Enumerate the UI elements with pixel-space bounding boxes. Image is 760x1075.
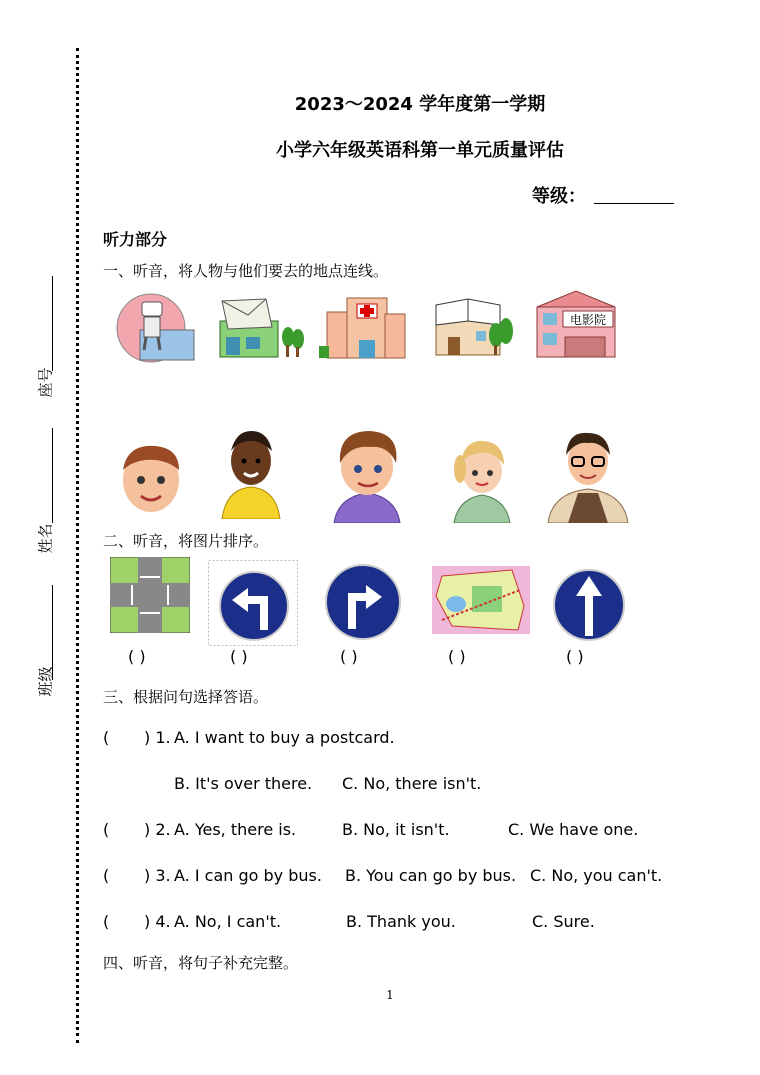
turn-right-sign [324, 563, 402, 641]
answer-blank-2[interactable]: ( ) [230, 647, 248, 666]
q4-number: ) 4. [144, 912, 171, 931]
cinema-image [533, 289, 619, 359]
q3-option-c: C. No, you can't. [530, 866, 663, 885]
q2-number: ) 2. [144, 820, 171, 839]
q4-option-b: B. Thank you. [346, 912, 456, 931]
answer-blank-3[interactable]: ( ) [340, 647, 358, 666]
part1-instruction: 一、听音，将人物与他们要去的地点连线。 [103, 262, 389, 280]
q2-open-paren: ( [103, 820, 110, 839]
answer-blank-1[interactable]: ( ) [128, 647, 146, 666]
grade-label: 等级： [532, 186, 586, 207]
part4-instruction: 四、听音，将句子补充完整。 [103, 954, 299, 972]
robot-image [108, 292, 198, 364]
q4-option-c: C. Sure. [532, 912, 595, 931]
girl-yellow-image [216, 427, 286, 519]
girl-green-image [450, 435, 514, 523]
part3-instruction: 三、根据问句选择答语。 [103, 688, 269, 706]
seat-label: 座号 [36, 367, 55, 398]
cinema-sign: 电影院 [569, 313, 607, 327]
map-image [432, 566, 530, 634]
bookstore-image [432, 295, 514, 357]
class-label: 班级 [36, 666, 55, 697]
q4-option-a: A. No, I can't. [174, 912, 282, 931]
listening-heading: 听力部分 [103, 230, 168, 249]
q2-option-b: B. No, it isn't. [342, 820, 450, 839]
q1-option-a: A. I want to buy a postcard. [174, 728, 395, 747]
page-title: 2023～2024 学年度第一学期 [294, 94, 546, 115]
name-label: 姓名 [36, 523, 55, 554]
crossroad-image [110, 557, 190, 633]
q3-open-paren: ( [103, 866, 110, 885]
name-line [52, 428, 53, 523]
page-number: 1 [386, 988, 394, 1002]
hospital-image [319, 290, 407, 362]
go-straight-sign [552, 566, 626, 644]
answer-blank-5[interactable]: ( ) [566, 647, 584, 666]
q1-open-paren: ( [103, 728, 110, 747]
grade-blank[interactable] [594, 203, 674, 204]
turn-left-sign [208, 560, 298, 646]
q3-option-b: B. You can go by bus. [345, 866, 517, 885]
q1-number: ) 1. [144, 728, 171, 747]
seat-line [52, 276, 53, 371]
q1-option-b: B. It's over there. [174, 774, 313, 793]
binding-dotted-line [76, 48, 79, 1043]
boy-face-image [115, 440, 185, 514]
man-glasses-image [546, 427, 630, 523]
q2-option-c: C. We have one. [508, 820, 639, 839]
boy-purple-image [330, 427, 404, 523]
q2-option-a: A. Yes, there is. [174, 820, 297, 839]
q3-number: ) 3. [144, 866, 171, 885]
page-subtitle: 小学六年级英语科第一单元质量评估 [276, 140, 564, 161]
q3-option-a: A. I can go by bus. [174, 866, 322, 885]
q1-option-c: C. No, there isn't. [342, 774, 482, 793]
post-office-image [216, 293, 306, 359]
answer-blank-4[interactable]: ( ) [448, 647, 466, 666]
part2-instruction: 二、听音，将图片排序。 [103, 532, 269, 550]
q4-open-paren: ( [103, 912, 110, 931]
